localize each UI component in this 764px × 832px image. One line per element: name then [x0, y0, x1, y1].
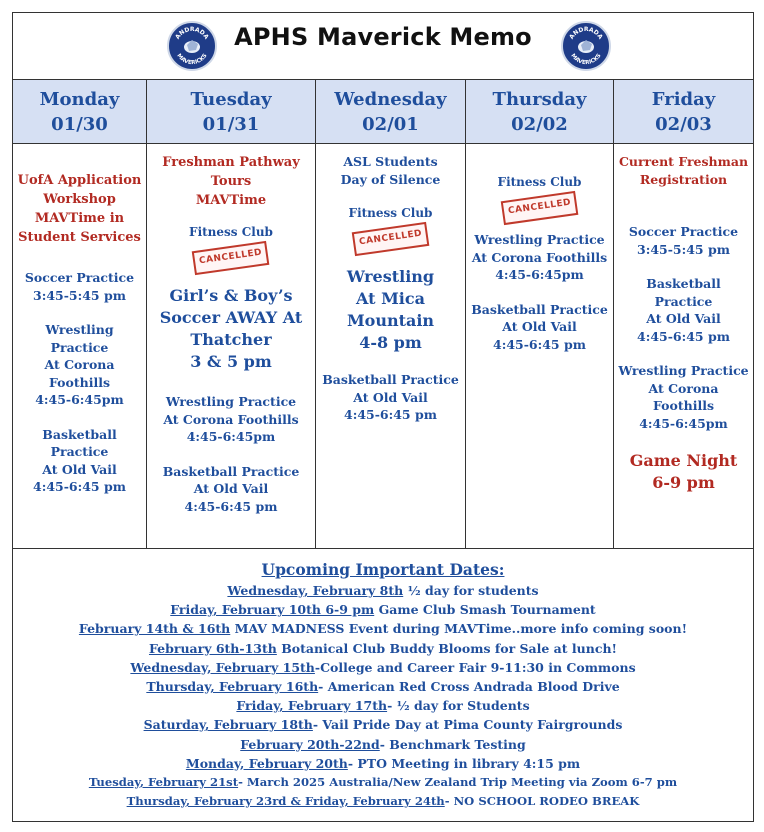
memo-header — [13, 13, 753, 80]
date-item: Wednesday, February 8th ½ day for students — [227, 583, 539, 598]
day-name: Tuesday — [190, 89, 272, 110]
event-line: Registration — [639, 171, 728, 187]
date-item: Wednesday, February 15th-College and Career Fair 9-11:30 in Commons — [130, 659, 636, 675]
event-line: 3:45-5:45 pm — [33, 287, 126, 303]
memo-title: APHS Maverick Memo — [234, 23, 532, 51]
event-line: 4:45-6:45 pm — [637, 328, 730, 344]
day-header-row — [13, 80, 753, 144]
events-row — [13, 144, 753, 549]
fitness-club-event: Fitness Club — [189, 225, 273, 239]
event-line: Basketball Practice — [322, 372, 459, 387]
event-line: Wrestling Practice — [165, 394, 297, 409]
basketball-practice-event — [318, 371, 463, 424]
date-item: Friday, February 10th 6-9 pm Game Club Smash Tournament — [170, 602, 596, 618]
event-line: Soccer Practice — [24, 270, 135, 285]
date-item: Thursday, February 16th- American Red Cross Andrada Blood Drive — [146, 679, 620, 695]
event-line: Day of Silence — [340, 171, 441, 187]
event-line: Basketball Practice — [162, 463, 300, 479]
event-line: At Old Vail — [193, 481, 269, 496]
event-line: 4:45-6:45 pm — [184, 498, 278, 514]
day-header-thursday — [466, 80, 614, 143]
day-date: 02/02 — [511, 114, 568, 135]
upcoming-dates-section — [13, 549, 753, 811]
svg-text:ANDRADA — [568, 26, 604, 41]
day-date: 01/30 — [51, 114, 108, 135]
date-item: Saturday, February 18th- Vail Pride Day at Pima County Fairgrounds — [143, 717, 623, 733]
basketball-practice-event — [616, 275, 751, 345]
date-item: February 20th-22nd- Benchmark Testing — [240, 736, 526, 752]
svg-text:MAVERICKS — [569, 53, 602, 66]
wrestling-practice-event — [468, 231, 611, 284]
event-line: Workshop — [43, 192, 116, 207]
svg-text:MAVERICKS — [175, 53, 208, 66]
monday-events — [13, 144, 147, 548]
event-line: Wrestling — [346, 267, 435, 286]
event-line: MAVTime in — [34, 211, 125, 226]
event-line: Mountain — [346, 311, 435, 330]
fitness-club-event: Fitness Club — [348, 206, 433, 220]
wrestling-practice-event — [616, 362, 751, 432]
event-line: Basketball Practice — [646, 276, 721, 309]
date-item: Friday, February 17th- ½ day for Students — [236, 698, 530, 714]
day-date: 02/03 — [655, 114, 712, 135]
event-line: 4:45-6:45pm — [495, 267, 584, 282]
event-line: 4-8 pm — [359, 333, 422, 352]
freshman-pathway-event — [149, 153, 313, 210]
mavericks-logo-right — [561, 21, 611, 71]
event-line: 3 & 5 pm — [190, 352, 272, 371]
date-item: Thursday, February 23rd & Friday, February 24th- NO SCHOOL RODEO BREAK — [126, 794, 640, 809]
maverick-horse-icon — [563, 23, 609, 69]
day-header-friday — [614, 80, 753, 143]
wrestling-practice-event — [149, 393, 313, 446]
day-header-monday — [13, 80, 147, 143]
event-line: MAVTime — [195, 193, 267, 208]
date-item: February 6th-13th Botanical Club Buddy Blooms for Sale at lunch! — [148, 640, 618, 656]
event-line: Girl’s & Boy’s — [169, 286, 293, 305]
cancelled-stamp: CANCELLED — [318, 223, 463, 255]
event-line: 4:45-6:45pm — [639, 415, 728, 431]
day-date: 02/01 — [362, 114, 419, 135]
event-line: Foothills — [48, 374, 110, 390]
event-line: At Corona Foothills — [163, 411, 299, 427]
day-name: Monday — [39, 89, 120, 110]
date-item: February 14th & 16th MAV MADNESS Event during MAVTime..more info coming soon! — [78, 621, 688, 637]
day-header-wednesday — [316, 80, 466, 143]
upcoming-dates-title: Upcoming Important Dates: — [261, 560, 505, 579]
wednesday-events — [316, 144, 466, 548]
wrestling-mica-event — [318, 266, 463, 354]
memo — [12, 12, 754, 822]
day-header-tuesday — [147, 80, 316, 143]
event-line: Tours — [210, 174, 252, 189]
logo-text-top: ANDRADA — [568, 25, 604, 41]
event-line: At Old Vail — [646, 311, 721, 326]
event-line: Wrestling Practice — [618, 363, 749, 378]
event-line: At Old Vail — [502, 319, 577, 334]
basketball-practice-event — [149, 463, 313, 516]
day-name: Thursday — [492, 89, 587, 110]
event-line: Soccer Practice — [628, 224, 739, 239]
event-line: Student Services — [18, 230, 141, 245]
event-line: 4:45-6:45 pm — [33, 479, 126, 494]
event-line: Soccer AWAY At — [159, 308, 303, 327]
cancelled-stamp: CANCELLED — [149, 242, 313, 274]
event-line: 4:45-6:45pm — [186, 429, 276, 444]
friday-events — [614, 144, 753, 548]
event-line: 3:45-5:45 pm — [637, 241, 730, 257]
event-line: 4:45-6:45pm — [35, 392, 124, 407]
event-line: UofA Application — [17, 173, 142, 188]
soccer-practice-event — [616, 223, 751, 258]
event-line: Game Night — [629, 451, 738, 470]
basketball-practice-event — [468, 301, 611, 354]
event-line: Freshman Pathway — [162, 155, 300, 170]
event-line: Basketball — [42, 426, 117, 442]
cancelled-stamp: CANCELLED — [468, 192, 611, 224]
tuesday-events — [147, 144, 316, 548]
event-line: At Corona Foothills — [648, 380, 719, 413]
event-line: Wrestling Practice — [474, 232, 605, 247]
freshman-registration-event — [616, 153, 751, 188]
event-line: Wrestling Practice — [45, 322, 114, 355]
soccer-practice-event — [15, 269, 144, 304]
event-line: At Corona Foothills — [471, 249, 608, 265]
event-line: ASL Students — [343, 154, 438, 169]
event-line: At Corona — [44, 357, 115, 372]
event-line: Practice — [50, 444, 109, 459]
wrestling-practice-event — [15, 321, 144, 409]
asl-event — [318, 153, 463, 188]
event-line: Thatcher — [190, 330, 272, 349]
basketball-practice-event — [15, 426, 144, 496]
event-line: Current Freshman — [618, 154, 749, 169]
event-line: At Old Vail — [42, 461, 117, 477]
day-name: Wednesday — [334, 89, 447, 110]
fitness-club-event: Fitness Club — [497, 175, 582, 189]
logo-text-bottom: MAVERICKS — [569, 52, 603, 67]
logo-text-top: ANDRADA — [174, 25, 210, 41]
thursday-events — [466, 144, 614, 548]
event-line: At Mica — [356, 289, 425, 308]
date-item: Tuesday, February 21st- March 2025 Australia/New Zealand Trip Meeting via Zoom 6-7 pm — [88, 775, 678, 790]
event-line: 4:45-6:45 pm — [493, 336, 586, 352]
event-line: 6-9 pm — [652, 473, 715, 492]
game-night-event — [616, 450, 751, 494]
event-line: Basketball Practice — [471, 301, 608, 317]
date-item: Monday, February 20th- PTO Meeting in library 4:15 pm — [185, 755, 581, 771]
day-date: 01/31 — [202, 114, 260, 135]
day-name: Friday — [651, 89, 716, 110]
event-line: At Old Vail — [353, 389, 428, 405]
uofa-workshop-event — [15, 171, 144, 247]
soccer-away-event — [149, 285, 313, 373]
event-line: 4:45-6:45 pm — [344, 407, 437, 422]
logo-text-bottom: MAVERICKS — [175, 52, 209, 67]
